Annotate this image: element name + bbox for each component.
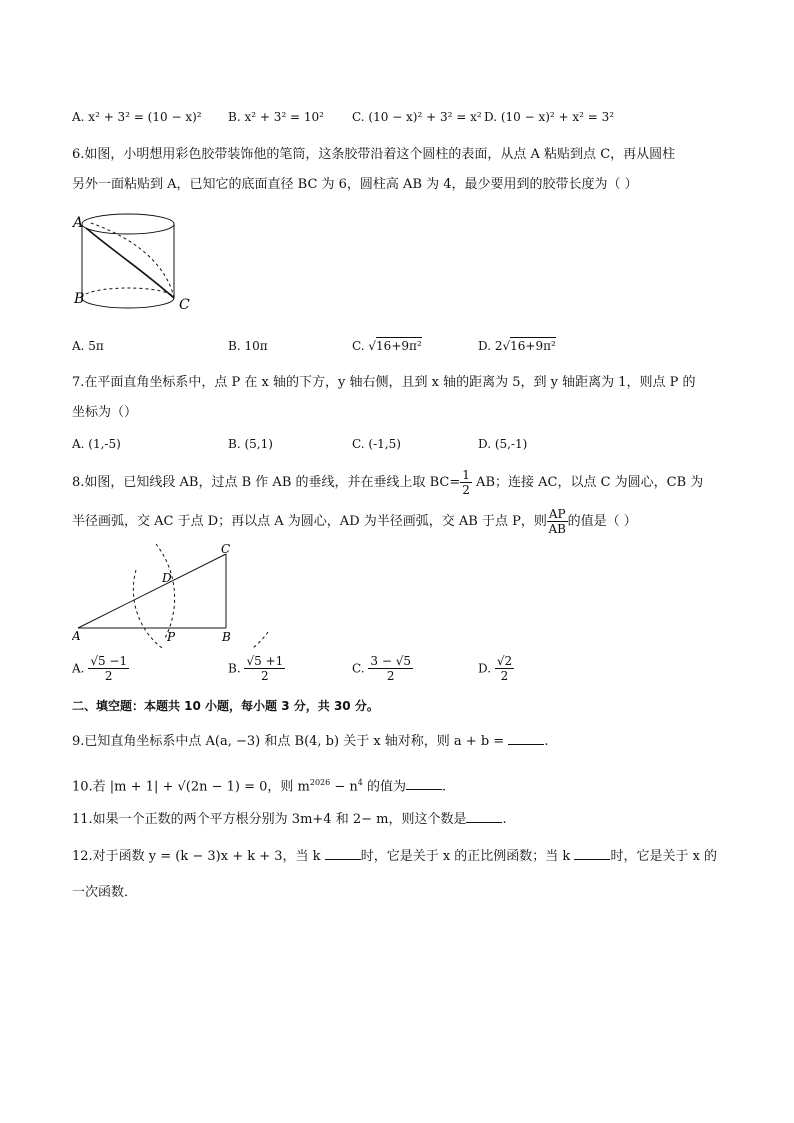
q5-option-a: A. x² + 3² = (10 − x)² [72,110,202,124]
q10-answer-blank[interactable] [406,777,442,790]
q10-stem: 10.若 |m + 1| + √(2n − 1) = 0，则 $m^{2026} - n^4$ 的值为 . [72,778,447,795]
q6-option-d-radicand: 16+9π² [510,339,556,353]
q6-option-a: A. 5π [72,339,104,353]
q7-option-c: C. (-1,5) [352,437,401,451]
q7-option-b: B. (5,1) [228,437,273,451]
q12-stem-line1: 12.对于函数 y = (k − 3)x + k + 3，当 k 时，它是关于 x 的正比例函数；当 k 时，它是关于 x 的 [72,849,718,864]
q8-frac-ap-ab: $\frac{AP}{AB}$ [548,507,566,536]
q5-option-d: D. (10 − x)² + x² = 3² [484,110,615,124]
q11-answer-blank[interactable] [466,810,502,823]
triangle-label-a: A [72,629,81,643]
q5-option-b: B. x² + 3² = 10² [228,110,324,124]
cylinder-label-b: B [74,291,85,307]
q11-stem: 11.如果一个正数的两个平方根分别为 3m+4 和 2− m，则这个数是 . [72,812,507,827]
q8-option-c: C. $\frac{3 - √5}{2}$ [352,654,412,683]
triangle-label-p: P [167,630,176,644]
cylinder-figure [72,210,202,316]
section-fill-in-title: 二、填空题：本题共 10 小题，每小题 3 分，共 30 分。 [72,699,379,713]
q12-stem-line2: 一次函数． [72,885,138,900]
q8-stem-line2: 半径画弧，交 AC 于点 D；再以点 A 为圆心，AD 为半径画弧，交 AB 于点 P，则 $\frac{AP}{AB}$ 的值是（ ） [72,507,637,536]
cylinder-label-a: A [73,215,84,231]
triangle-label-b: B [222,630,231,644]
q6-stem-line2: 另外一面粘贴到 A，已知它的底面直径 BC 为 6，圆柱高 AB 为 4，最少要用到的胶带长度为（ ） [72,177,638,192]
q6-stem-line1: 6.如图，小明想用彩色胶带装饰他的笔筒，这条胶带沿着这个圆柱的表面，从点 A 粘贴到点 C，再从圆柱 [72,147,676,162]
q7-stem-line2: 坐标为（） [72,405,138,420]
q8-option-b: B. $\frac{√5 +1}{2}$ [228,654,284,683]
q6-option-c-radicand: 16+9π² [376,339,422,353]
q7-option-d: D. (5,-1) [478,437,528,451]
triangle-figure [72,540,282,648]
q6-option-b: B. 10π [228,339,268,353]
q7-option-a: A. (1,-5) [72,437,121,451]
q8-option-d: D. $\frac{√2}{2}$ [478,654,513,683]
q12-answer-blank-2[interactable] [574,847,610,860]
q12-answer-blank-1[interactable] [325,847,361,860]
q8-frac-half: $\frac{1}{2}$ [462,468,470,497]
q8-stem-line1: 8.如图，已知线段 AB，过点 B 作 AB 的垂线，并在垂线上取 BC= $\frac{1}{2}$ AB；连接 AC，以点 C 为圆心，CB 为 [72,468,704,497]
q6-option-d: D. 2√16+9π² [478,339,556,353]
triangle-label-c: C [221,542,231,556]
q7-stem-line1: 7.在平面直角坐标系中，点 P 在 x 轴的下方，y 轴右侧，且到 x 轴的距离为 5，到 y 轴距离为 1，则点 P 的 [72,375,696,390]
triangle-label-d: D [162,571,172,585]
q6-option-c: C. √16+9π² [352,339,422,353]
q8-option-a: A. $\frac{√5 -1}{2}$ [72,654,128,683]
q5-option-c: C. (10 − x)² + 3² = x² [352,110,482,124]
q9-answer-blank[interactable] [508,732,544,745]
cylinder-label-c: C [179,297,190,313]
q9-stem: 9.已知直角坐标系中点 A(a, −3) 和点 B(4, b) 关于 x 轴对称，则 a + b = . [72,734,549,749]
